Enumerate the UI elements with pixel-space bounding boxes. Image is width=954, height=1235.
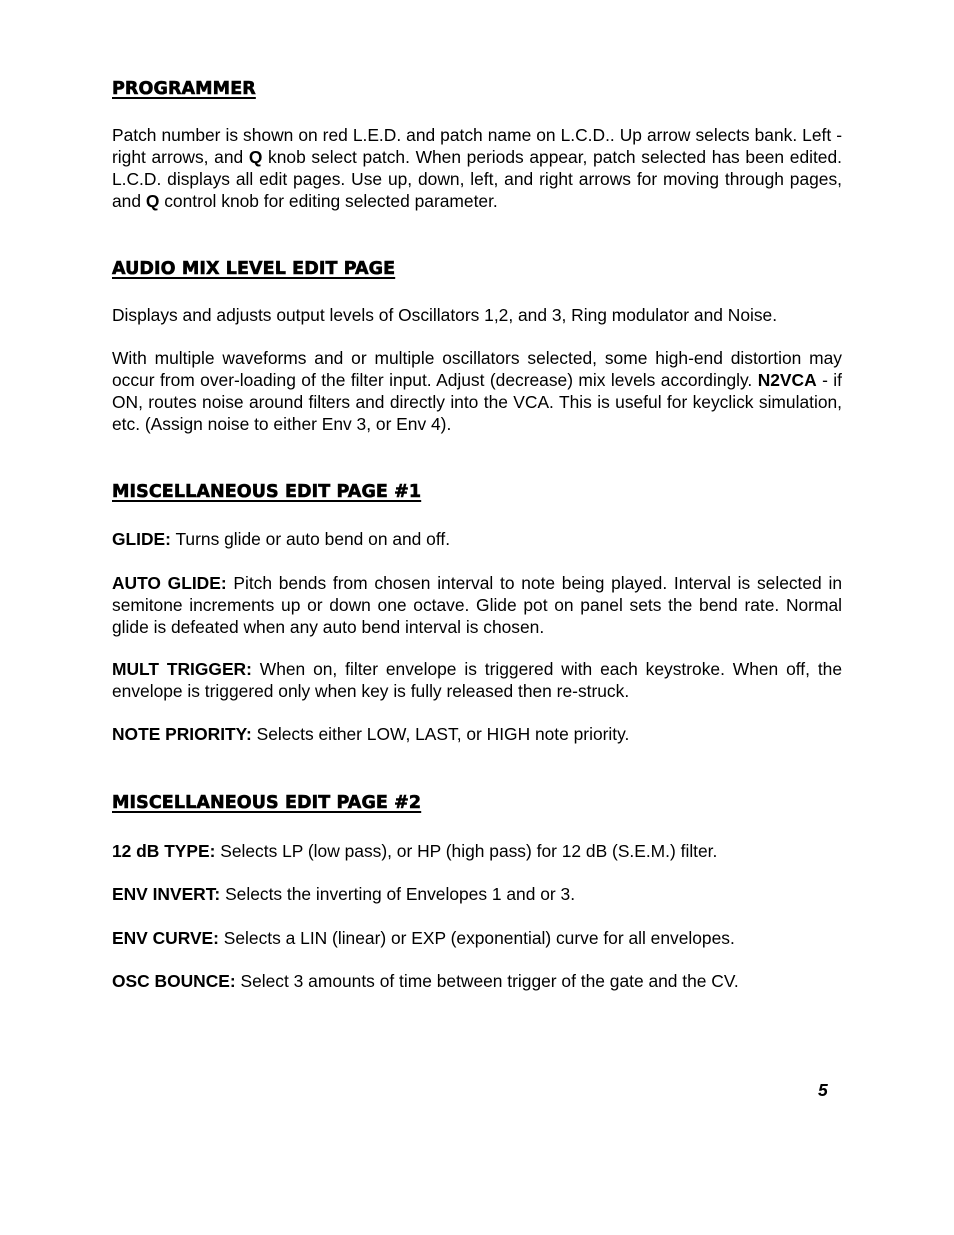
audio-mix-paragraph-1: Displays and adjusts output levels of Oscillators 1,2, and 3, Ring modulator and Noise. <box>112 305 778 325</box>
audio-mix-paragraph-2 <box>112 347 842 435</box>
env-invert-label: ENV INVERT: <box>112 884 221 904</box>
env-invert-text: Selects the inverting of Envelopes 1 and or 3. <box>220 884 576 904</box>
osc-bounce-label: OSC BOUNCE: <box>112 971 236 991</box>
glide-label: GLIDE: <box>112 529 171 549</box>
page-number: 5 <box>818 1080 828 1100</box>
programmer-q-1: Q <box>248 147 263 167</box>
programmer-q-2: Q <box>145 191 160 211</box>
glide-paragraph <box>112 528 842 550</box>
osc-bounce-paragraph <box>112 970 842 992</box>
note-priority-label: NOTE PRIORITY: <box>112 724 252 744</box>
db-type-text: Selects LP (low pass), or HP (high pass) for 12 dB (S.E.M.) filter. <box>215 841 718 861</box>
env-invert-paragraph <box>112 883 842 905</box>
auto-glide-label: AUTO GLIDE: <box>112 573 227 593</box>
env-curve-label: ENV CURVE: <box>112 928 219 948</box>
auto-glide-paragraph <box>112 572 842 638</box>
env-curve-paragraph <box>112 927 842 949</box>
glide-text: Turns glide or auto bend on and off. <box>170 529 451 549</box>
programmer-text-3: control knob for editing selected parameter. <box>159 191 498 211</box>
heading-misc-1: MISCELLANEOUS EDIT PAGE #1 <box>112 482 422 502</box>
heading-audio-mix: AUDIO MIX LEVEL EDIT PAGE <box>112 259 396 279</box>
programmer-text-1: Patch number is shown on red L.E.D. and patch name on L.C.D.. Up arrow selects bank. Left - right arrows, and <box>112 125 842 167</box>
note-priority-text: Selects either LOW, LAST, or HIGH note priority. <box>251 724 630 744</box>
osc-bounce-text: Select 3 amounts of time between trigger of the gate and the CV. <box>235 971 739 991</box>
heading-programmer: PROGRAMMER <box>112 79 256 99</box>
note-priority-paragraph <box>112 723 842 745</box>
mult-trigger-text: When on, filter envelope is triggered with each keystroke. When off, the envelope is triggered only when key is fully released then re-struck. <box>112 659 842 701</box>
auto-glide-text: Pitch bends from chosen interval to note being played. Interval is selected in semitone increments up or down one octave. Glide pot on panel sets the bend rate. Normal glide is defeated when any auto bend interval is chosen. <box>112 573 843 637</box>
db-type-label: 12 dB TYPE: <box>112 841 216 861</box>
n2vca-label: N2VCA <box>757 370 817 390</box>
audio-mix-text-1: With multiple waveforms and or multiple oscillators selected, some high-end distortion may occur from over-loading of the filter input. Adjust (decrease) mix levels accordingly. <box>112 348 842 390</box>
db-type-paragraph <box>112 840 842 862</box>
mult-trigger-paragraph <box>112 658 842 702</box>
env-curve-text: Selects a LIN (linear) or EXP (exponential) curve for all envelopes. <box>218 928 735 948</box>
mult-trigger-label: MULT TRIGGER: <box>112 659 252 679</box>
heading-misc-2: MISCELLANEOUS EDIT PAGE #2 <box>112 793 422 813</box>
audio-mix-text-2: - if ON, routes noise around filters and directly into the VCA. This is useful for keyclick simulation, etc. (Assign noise to either Env 3, or Env 4). <box>112 370 842 434</box>
programmer-text-2: knob select patch. When periods appear, patch selected has been edited. L.C.D. displays all edit pages. Use up, down, left, and right arrows for moving through pages, and <box>112 147 842 211</box>
programmer-paragraph <box>112 124 842 212</box>
